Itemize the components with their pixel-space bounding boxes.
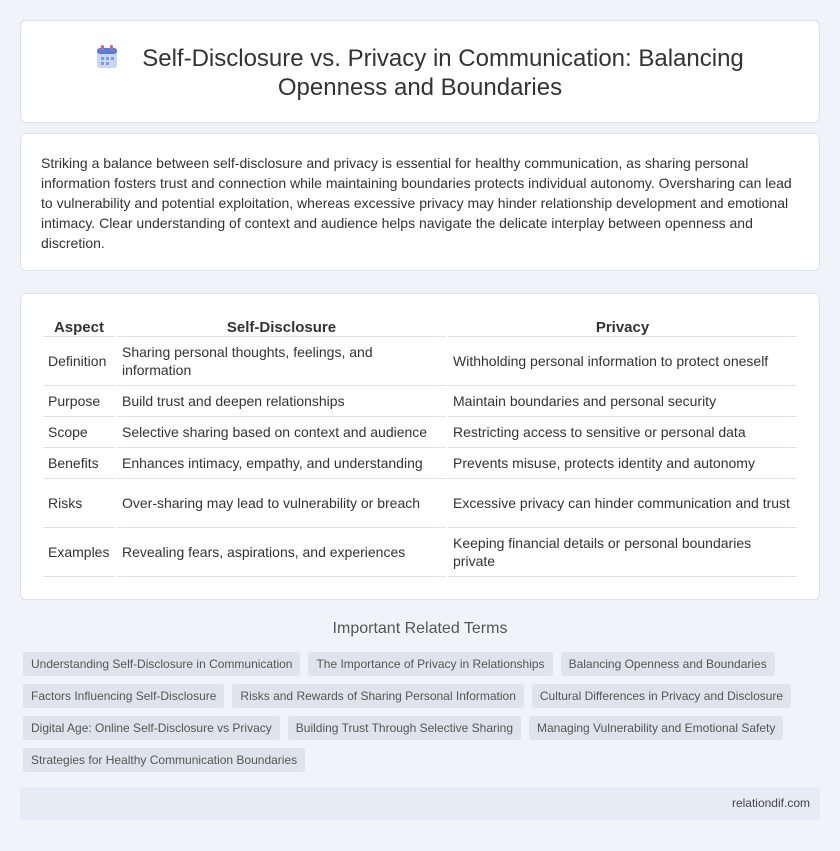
cell-aspect: Risks: [43, 479, 115, 528]
table-header-row: [43, 314, 797, 337]
cell-self-disclosure: Over-sharing may lead to vulnerability or breach: [117, 479, 446, 528]
footer: [20, 787, 820, 820]
related-term-tag[interactable]: Strategies for Healthy Communication Boundaries: [23, 748, 305, 772]
related-term-tag[interactable]: Cultural Differences in Privacy and Disclosure: [532, 684, 791, 708]
comparison-card: [20, 293, 820, 600]
related-term-tag[interactable]: Balancing Openness and Boundaries: [561, 652, 775, 676]
cell-privacy: Withholding personal information to protect oneself: [448, 337, 797, 386]
calendar-icon: [96, 45, 118, 69]
intro-paragraph: Striking a balance between self-disclosure and privacy is essential for healthy communication, as sharing personal information fosters trust and connection while maintaining boundaries protects individual autonomy. Oversharing can lead to vulnerability and potential exploitation, whereas excessive privacy may hinder relationship development and emotional intimacy. Clear understanding of context and audience helps navigate the delicate interplay between openness and discretion.: [41, 155, 792, 251]
header-self-disclosure: Self-Disclosure: [117, 314, 446, 337]
related-terms-title: Important Related Terms: [332, 620, 508, 637]
header-privacy: Privacy: [448, 314, 797, 337]
cell-privacy: Excessive privacy can hinder communication and trust: [448, 479, 797, 528]
table-row: [43, 479, 797, 528]
cell-aspect: Purpose: [43, 386, 115, 417]
page-title-text: Self-Disclosure vs. Privacy in Communication: Balancing Openness and Boundaries: [142, 45, 744, 101]
header-aspect: Aspect: [43, 314, 115, 337]
page-title: [70, 44, 770, 102]
related-terms-list: [23, 652, 803, 780]
footer-site[interactable]: relationdif.com: [731, 796, 810, 810]
related-term-tag[interactable]: Understanding Self-Disclosure in Communication: [23, 652, 300, 676]
cell-privacy: Restricting access to sensitive or personal data: [448, 417, 797, 448]
comparison-table: [41, 314, 799, 577]
cell-privacy: Prevents misuse, protects identity and autonomy: [448, 448, 797, 479]
intro-card: [20, 133, 820, 271]
table-row: [43, 528, 797, 577]
related-term-tag[interactable]: Factors Influencing Self-Disclosure: [23, 684, 224, 708]
related-term-tag[interactable]: Digital Age: Online Self-Disclosure vs Privacy: [23, 716, 280, 740]
cell-self-disclosure: Selective sharing based on context and audience: [117, 417, 446, 448]
related-term-tag[interactable]: Managing Vulnerability and Emotional Safety: [529, 716, 783, 740]
cell-privacy: Keeping financial details or personal boundaries private: [448, 528, 797, 577]
cell-aspect: Definition: [43, 337, 115, 386]
cell-self-disclosure: Sharing personal thoughts, feelings, and information: [117, 337, 446, 386]
table-row: [43, 417, 797, 448]
cell-privacy: Maintain boundaries and personal security: [448, 386, 797, 417]
related-term-tag[interactable]: The Importance of Privacy in Relationships: [308, 652, 552, 676]
cell-self-disclosure: Revealing fears, aspirations, and experiences: [117, 528, 446, 577]
table-row: [43, 337, 797, 386]
table-row: [43, 448, 797, 479]
related-term-tag[interactable]: Building Trust Through Selective Sharing: [288, 716, 521, 740]
header-card: [20, 20, 820, 123]
cell-aspect: Scope: [43, 417, 115, 448]
cell-self-disclosure: Enhances intimacy, empathy, and understanding: [117, 448, 446, 479]
cell-aspect: Benefits: [43, 448, 115, 479]
related-term-tag[interactable]: Risks and Rewards of Sharing Personal Information: [232, 684, 523, 708]
title-wrap: [21, 44, 819, 102]
cell-self-disclosure: Build trust and deepen relationships: [117, 386, 446, 417]
table-row: [43, 386, 797, 417]
cell-aspect: Examples: [43, 528, 115, 577]
